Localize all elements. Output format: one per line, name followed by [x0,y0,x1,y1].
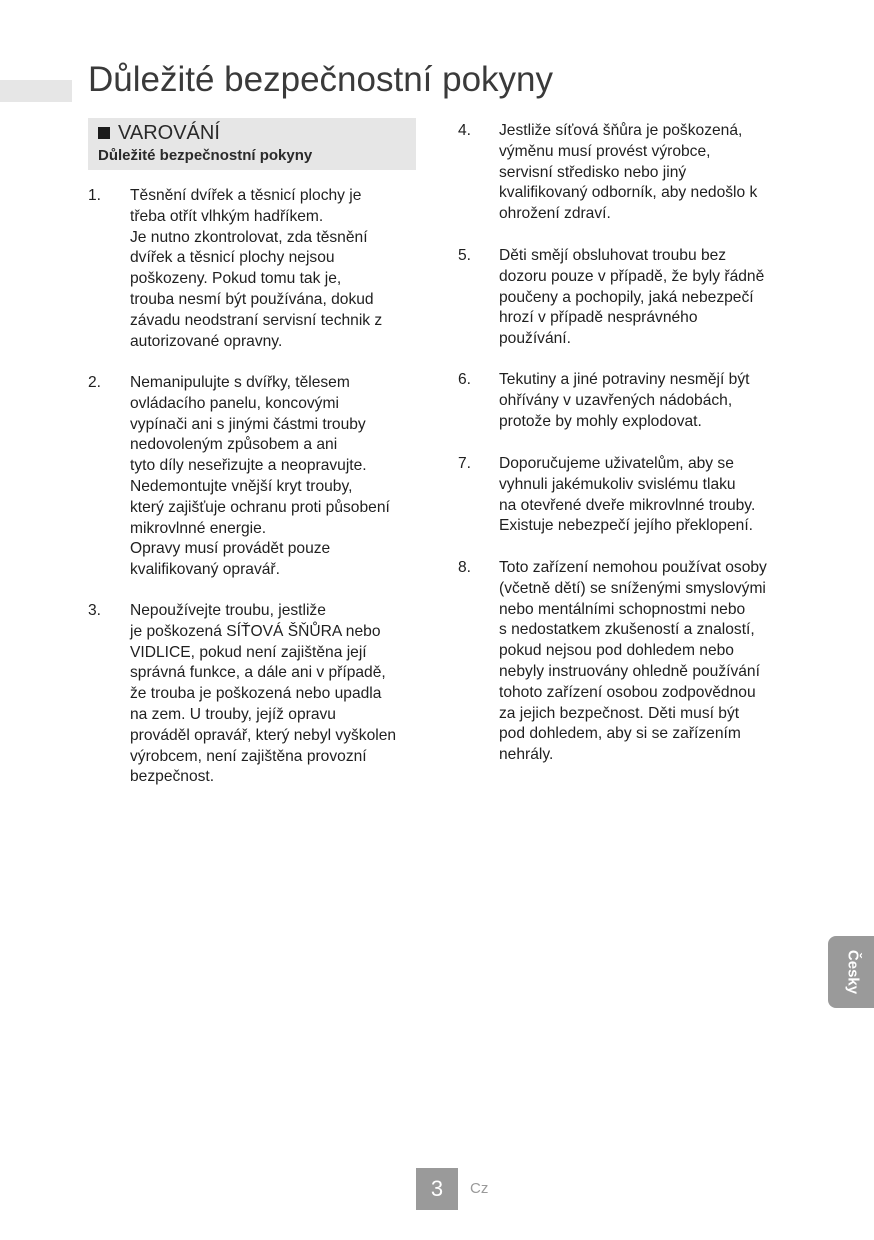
item-number: 2. [88,374,102,391]
text-line: na otevřené dveře mikrovlnné trouby. [499,496,756,514]
text-line: ovládacího panelu, koncovými [130,394,339,412]
item-number: 4. [458,122,472,139]
text-line: Těsnění dvířek a těsnicí plochy je [130,187,362,204]
text-line: Existuje nebezpečí jejího překlopení. [499,517,753,535]
language-tab-label: Česky [844,949,862,995]
text-line: Doporučujeme uživatelům, aby se [499,455,734,472]
text-line: dvířek a těsnicí plochy nejsou [130,249,335,267]
item-text [499,454,755,537]
text-line: servisní středisko nebo jiný [499,163,687,181]
text-line: trouba nesmí být používána, dokud [130,290,374,308]
text-line: hrozí v případě nesprávného [499,309,698,327]
text-line: tohoto zařízení osobou zodpovědnou [499,683,756,701]
text-line: za jejich bezpečnost. Děti musí být [499,704,740,722]
item-number: 6. [458,371,472,388]
text-line: tyto díly neseřizujte a neopravujte. [130,457,367,475]
text-line: výrobcem, není zajištěna provozní [130,747,367,765]
square-bullet-icon [98,127,110,139]
text-line: poškozeny. Pokud tomu tak je, [130,270,342,288]
page-number: 3 [416,1168,458,1210]
text-line: nedovoleným způsobem a ani [130,436,338,454]
text-line: nehrály. [499,746,554,764]
text-line: kvalifikovaný odborník, aby nedošlo k [499,184,758,202]
text-line: že trouba je poškozená nebo upadla [130,685,382,703]
text-line: dozoru pouze v případě, že byly řádně [499,267,765,285]
warning-box [88,118,416,170]
text-line: pokud nejsou pod dohledem nebo [499,642,734,660]
text-line: Nemanipulujte s dvířky, tělesem [130,374,350,391]
text-line: vyhnuli jakémukoliv svislému tlaku [499,475,736,493]
item-text [499,246,764,350]
text-line: (včetně dětí) se sníženými smyslovými [499,579,766,597]
text-line: VIDLICE, pokud není zajištěna její [130,643,367,661]
text-line: Nedemontujte vnější kryt trouby, [130,477,353,495]
text-line: nebyly instruovány ohledně používání [499,662,760,680]
item-text [499,121,757,225]
warning-heading-row [98,121,416,145]
item-text [130,373,390,581]
item-number: 5. [458,247,472,264]
text-line: bezpečnost. [130,768,215,786]
text-line: správná funkce, a dále ani v případě, [130,664,386,682]
text-line: Toto zařízení nemohou používat osoby [499,559,767,576]
text-line: pod dohledem, aby si se zařízením [499,725,741,743]
text-line: Tekutiny a jiné potraviny nesmějí být [499,371,750,388]
text-line: prováděl opravář, který nebyl vyškolen [130,726,397,744]
text-line: Nepoužívejte troubu, jestliže [130,602,326,619]
item-text [499,370,750,432]
item-text [130,186,382,352]
text-line: který zajišťuje ochranu proti působení [130,498,390,516]
text-line: je poškozená SÍŤOVÁ ŠŇŮRA nebo [130,622,381,640]
text-line: ohrožení zdraví. [499,205,611,223]
text-line: Je nutno zkontrolovat, zda těsnění [130,228,368,246]
text-line: výměnu musí provést výrobce, [499,142,711,160]
item-number: 1. [88,187,102,204]
item-number: 8. [458,559,472,576]
text-line: třeba otřít vlhkým hadříkem. [130,207,324,225]
text-line: na zem. U trouby, jejíž opravu [130,705,336,723]
text-line: nebo mentálními schopnostmi nebo [499,600,746,618]
text-line: poučeny a pochopily, jaká nebezpečí [499,288,754,306]
title-accent-bar [0,80,72,102]
text-line: s nedostatkem zkušeností a znalostí, [499,621,755,639]
item-number: 7. [458,455,472,472]
item-number: 3. [88,602,102,619]
text-line: kvalifikovaný opravář. [130,561,280,579]
text-line: autorizované opravny. [130,332,283,350]
text-line: závadu neodstraní servisní technik z [130,311,383,329]
warning-subheading: Důležité bezpečnostní pokyny [98,147,313,164]
text-line: mikrovlnné energie. [130,519,267,537]
text-line: vypínači ani s jinými částmi trouby [130,415,366,433]
item-text [499,558,767,766]
item-text [130,601,396,788]
language-tab [828,936,874,1008]
text-line: ohřívány v uzavřených nádobách, [499,391,733,409]
page-language-code: Cz [470,1180,489,1197]
warning-heading: VAROVÁNÍ [118,122,220,144]
text-line: Opravy musí provádět pouze [130,540,331,558]
text-line: Jestliže síťová šňůra je poškozená, [499,122,743,139]
text-line: protože by mohly explodovat. [499,412,702,430]
text-line: používání. [499,330,571,348]
text-line: Děti smějí obsluhovat troubu bez [499,247,727,264]
page-title: Důležité bezpečnostní pokyny [88,60,553,99]
